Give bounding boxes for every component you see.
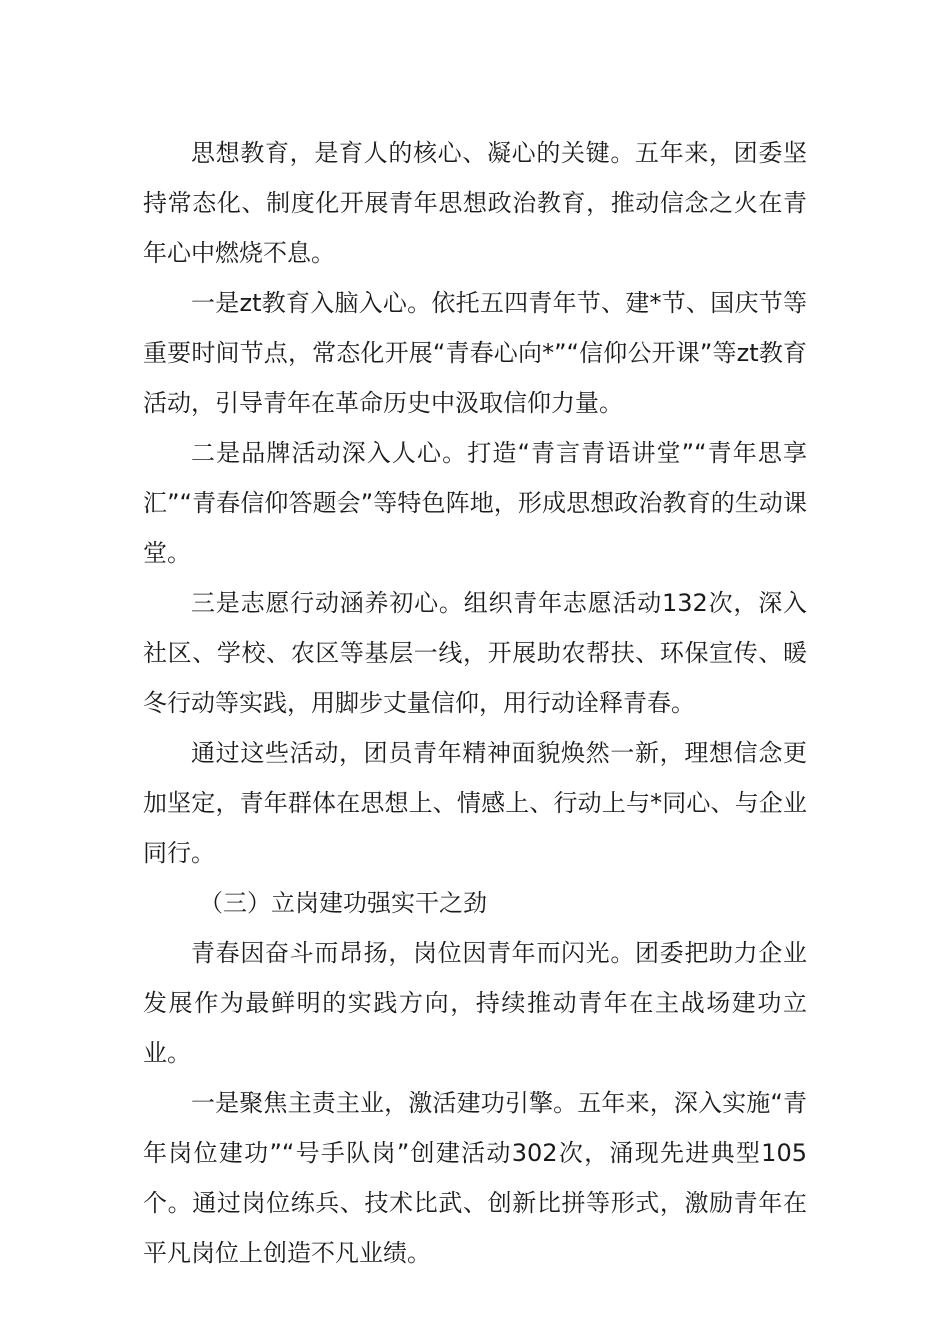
paragraph-youth-striving: 青春因奋斗而昂扬，岗位因青年而闪光。团委把助力企业发展作为最鲜明的实践方向，持续推动青年在主战场建功立业。 <box>143 939 807 1067</box>
paragraph-summary: 通过这些活动，团员青年精神面貌焕然一新，理想信念更加坚定，青年群体在思想上、情感上、行动上与*同心、与企业同行。 <box>143 739 807 867</box>
paragraph-ideological-education: 思想教育，是育人的核心、凝心的关键。五年来，团委坚持常态化、制度化开展青年思想政治教育，推动信念之火在青年心中燃烧不息。 <box>143 139 807 267</box>
document-body <box>143 128 807 1278</box>
paragraph-volunteer-actions: 三是志愿行动涵养初心。组织青年志愿活动132次，深入社区、学校、农区等基层一线，开展助农帮扶、环保宣传、暖冬行动等实践，用脚步丈量信仰，用行动诠释青春。 <box>143 589 807 717</box>
paragraph-brand-activities: 二是品牌活动深入人心。打造“青言青语讲堂”“青年思享汇”“青春信仰答题会”等特色阵地，形成思想政治教育的生动课堂。 <box>143 439 807 567</box>
paragraph-core-business: 一是聚焦主责主业，激活建功引擎。五年来，深入实施“青年岗位建功”“号手队岗”创建活动302次，涌现先进典型105个。通过岗位练兵、技术比武、创新比拼等形式，激励青年在平凡岗位上创造不凡业绩。 <box>143 1089 807 1267</box>
section-heading: （三）立岗建功强实干之劲 <box>199 889 487 917</box>
paragraph-zt-education: 一是zt教育入脑入心。依托五四青年节、建*节、国庆节等重要时间节点，常态化开展“青春心向*”“信仰公开课”等zt教育活动，引导青年在革命历史中汲取信仰力量。 <box>143 289 807 417</box>
